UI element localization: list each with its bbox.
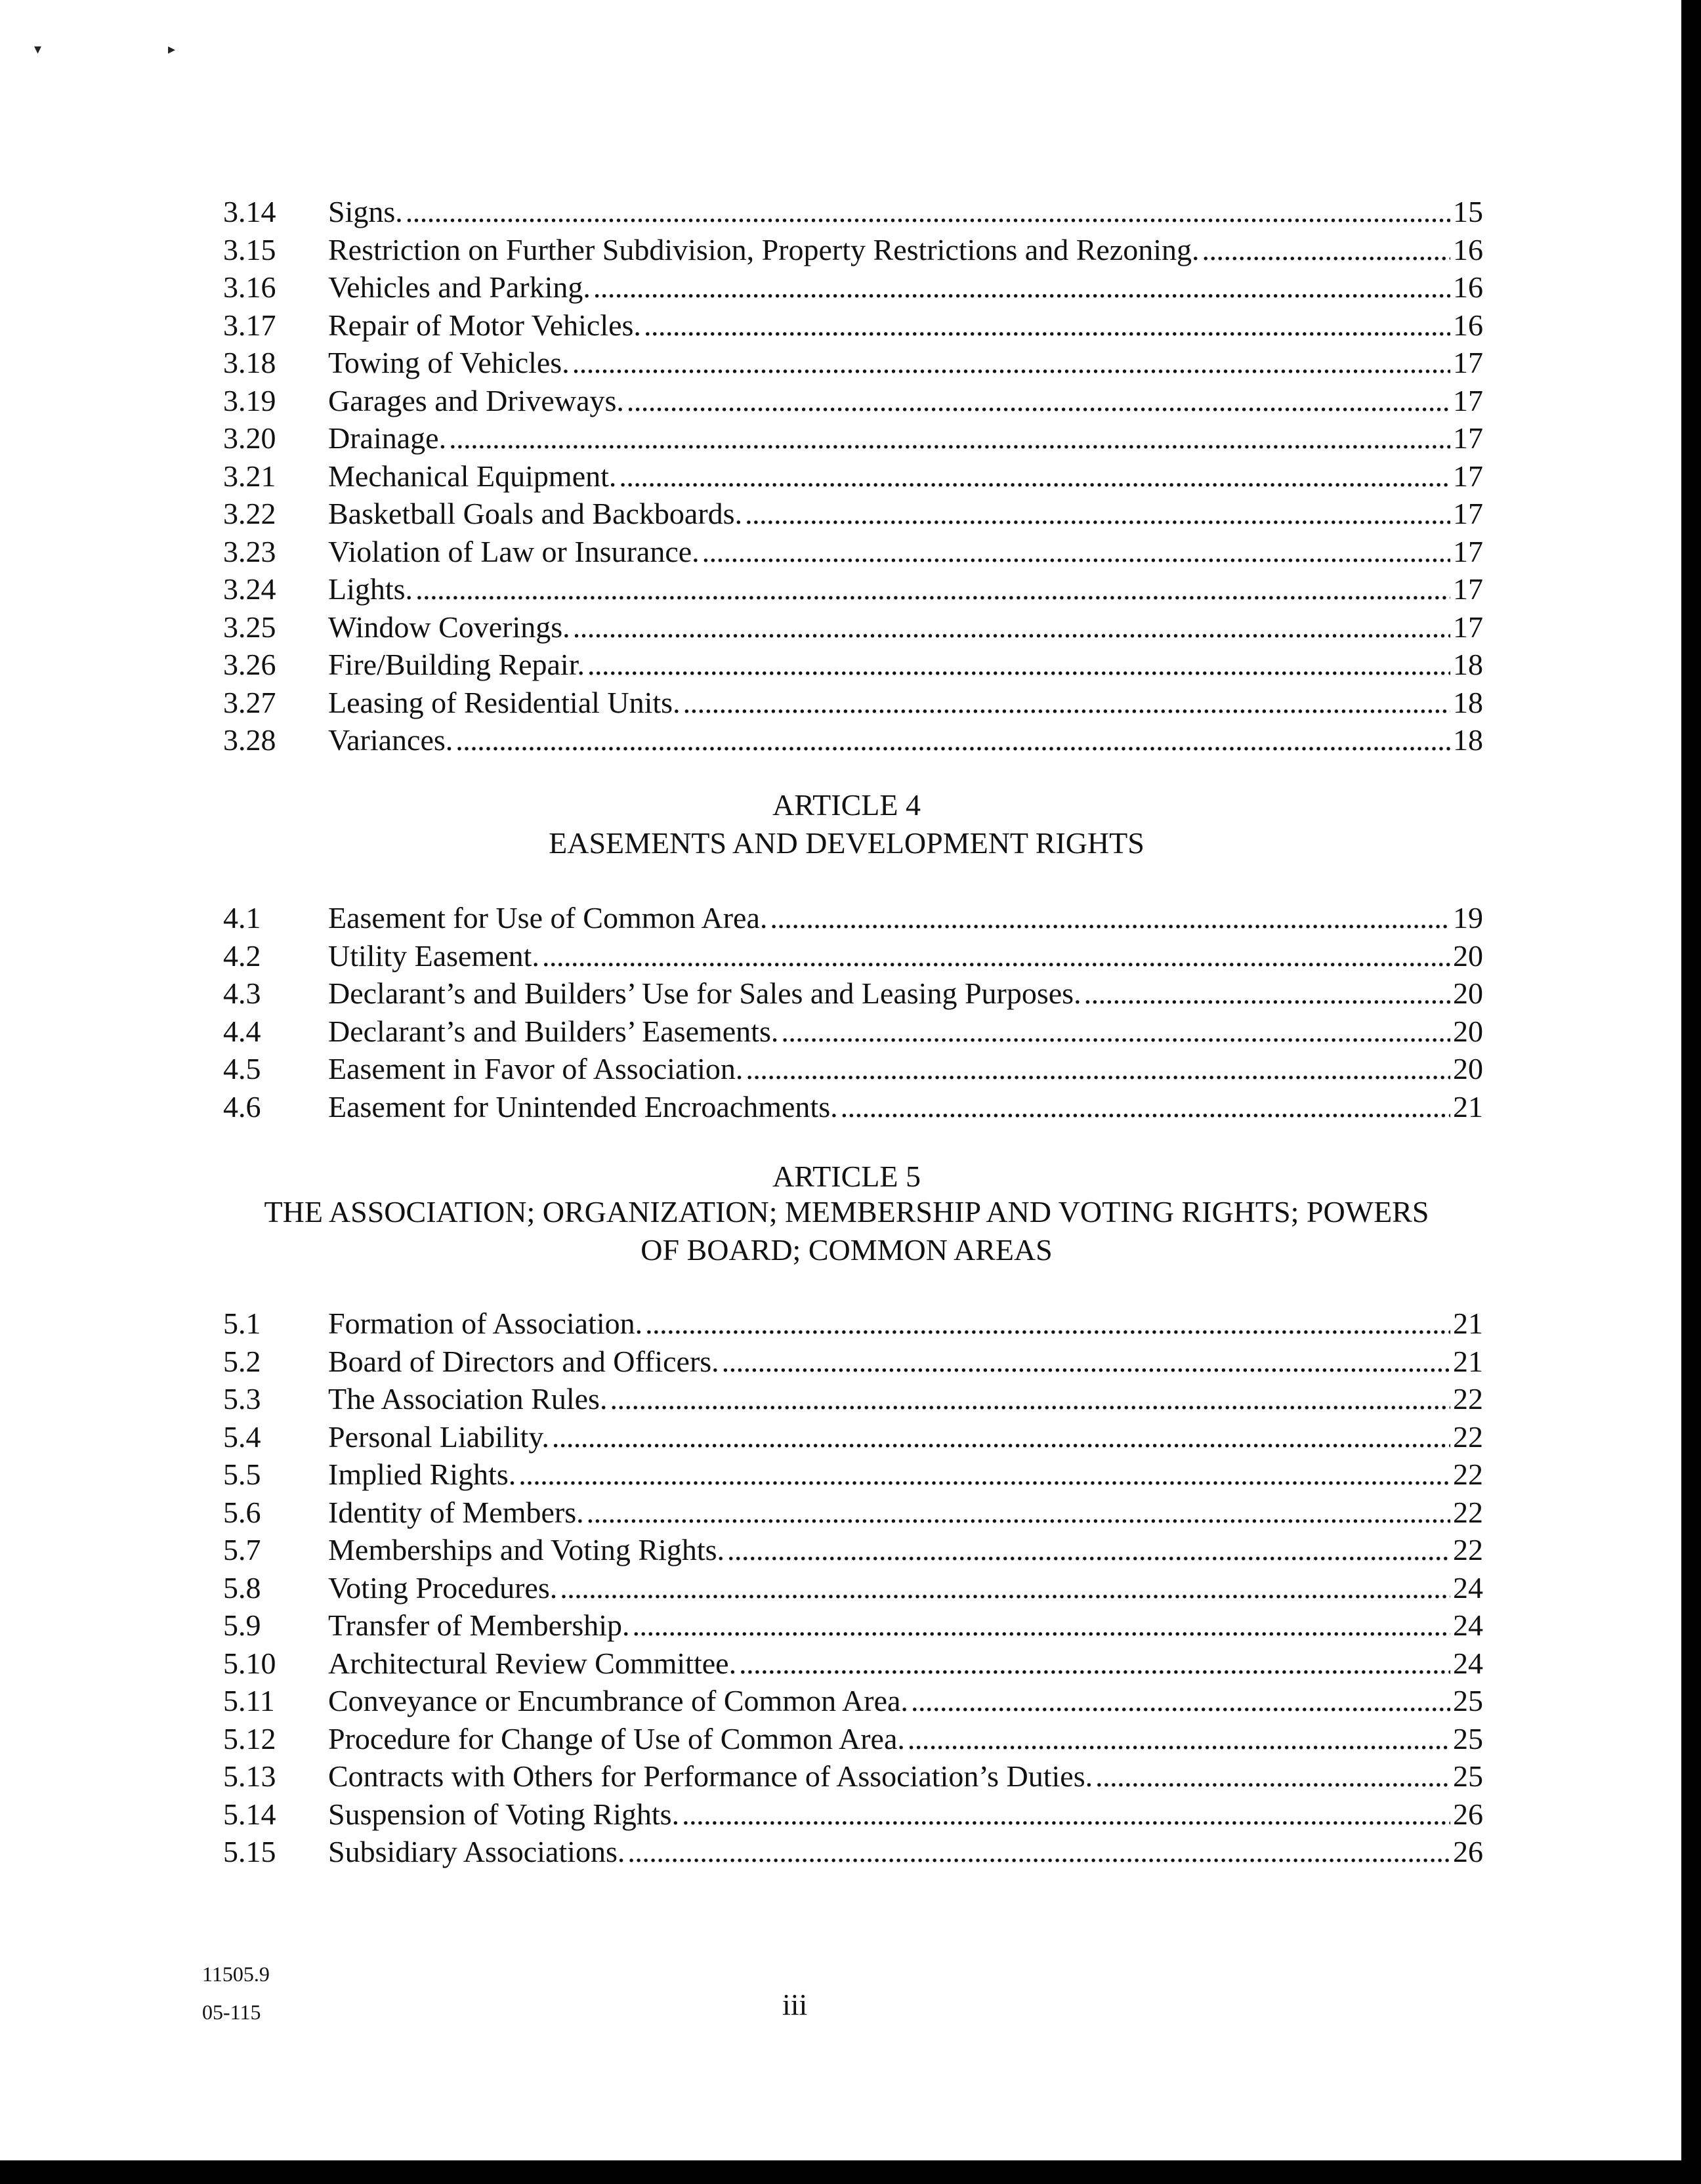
toc-section-number: 5.1 bbox=[223, 1307, 261, 1340]
toc-section-title: Suspension of Voting Rights. bbox=[328, 1797, 680, 1831]
toc-section-number: 3.17 bbox=[223, 308, 276, 342]
toc-entry bbox=[223, 608, 1483, 646]
toc-page-number: 17 bbox=[1453, 572, 1483, 606]
toc-section-title: Leasing of Residential Units. bbox=[328, 685, 681, 719]
toc-section-number: 5.4 bbox=[223, 1419, 261, 1454]
toc-entry bbox=[223, 721, 1483, 759]
toc-section-title: Vehicles and Parking. bbox=[328, 270, 591, 304]
toc-dot-leader bbox=[1202, 231, 1451, 269]
toc-section-number: 5.8 bbox=[223, 1570, 261, 1605]
toc-dot-leader bbox=[610, 1380, 1450, 1418]
toc-section-title: Conveyance or Encumbrance of Common Area. bbox=[328, 1684, 908, 1717]
toc-dot-leader bbox=[702, 533, 1450, 571]
toc-section-title: Variances. bbox=[328, 723, 453, 757]
toc-dot-leader bbox=[587, 646, 1450, 684]
toc-page-number: 25 bbox=[1453, 1759, 1483, 1793]
toc-dot-leader bbox=[627, 1833, 1450, 1871]
toc-section-title: Identity of Members. bbox=[328, 1495, 584, 1529]
toc-entry bbox=[223, 193, 1483, 231]
toc-page-number: 25 bbox=[1453, 1721, 1483, 1755]
toc-entry bbox=[223, 1796, 1483, 1834]
toc-section-number: 5.7 bbox=[223, 1533, 261, 1566]
toc-section-title: Drainage. bbox=[328, 421, 447, 455]
toc-section-title: Towing of Vehicles. bbox=[328, 346, 570, 379]
toc-section-title: Easement for Unintended Encroachments. bbox=[328, 1089, 838, 1124]
toc-section-number: 5.6 bbox=[223, 1495, 261, 1529]
toc-section-title: Easement in Favor of Association. bbox=[328, 1052, 744, 1085]
toc-page-number: 22 bbox=[1453, 1533, 1483, 1566]
toc-dot-leader bbox=[739, 1645, 1450, 1683]
toc-section-title: Easement for Use of Common Area. bbox=[328, 901, 768, 934]
toc-section-number: 4.4 bbox=[223, 1014, 261, 1048]
toc-section-number: 5.14 bbox=[223, 1797, 276, 1831]
toc-section-title: Mechanical Equipment. bbox=[328, 459, 617, 493]
toc-page-number: 17 bbox=[1453, 459, 1483, 493]
toc-entry bbox=[223, 1305, 1483, 1343]
toc-page-number: 20 bbox=[1453, 1052, 1483, 1085]
toc-dot-leader bbox=[1095, 1757, 1450, 1796]
toc-section-number: 3.27 bbox=[223, 685, 276, 719]
toc-page-number: 17 bbox=[1453, 383, 1483, 417]
toc-section-number: 3.22 bbox=[223, 497, 276, 530]
toc-section-number: 5.13 bbox=[223, 1759, 276, 1793]
toc-section-title: Procedure for Change of Use of Common Area. bbox=[328, 1721, 905, 1755]
toc-page-number: 22 bbox=[1453, 1458, 1483, 1491]
toc-section-title: Contracts with Others for Performance of Association’s Duties. bbox=[328, 1759, 1093, 1793]
toc-entry bbox=[223, 344, 1483, 382]
toc-page-number: 24 bbox=[1453, 1608, 1483, 1642]
toc-dot-leader bbox=[1084, 975, 1450, 1013]
toc-dot-leader bbox=[683, 684, 1450, 722]
toc-dot-leader bbox=[587, 1494, 1450, 1532]
toc-section-title: Personal Liability. bbox=[328, 1419, 549, 1454]
toc-entry bbox=[223, 1757, 1483, 1796]
toc-dot-leader bbox=[415, 570, 1450, 608]
toc-dot-leader bbox=[518, 1456, 1450, 1494]
toc-entry bbox=[223, 1682, 1483, 1720]
toc-page-number: 16 bbox=[1453, 308, 1483, 342]
toc-section-title: Voting Procedures. bbox=[328, 1570, 558, 1605]
toc-entry bbox=[223, 268, 1483, 306]
document-revision-code: 05-115 bbox=[202, 2000, 261, 2024]
toc-dot-leader bbox=[449, 419, 1450, 457]
toc-section-number: 4.5 bbox=[223, 1052, 261, 1085]
toc-section-title: Lights. bbox=[328, 572, 413, 606]
toc-page-number: 17 bbox=[1453, 534, 1483, 568]
scan-mark-icon: ▾ bbox=[34, 41, 42, 57]
toc-entry bbox=[223, 382, 1483, 420]
article-5-label: ARTICLE 5 bbox=[772, 1160, 921, 1193]
toc-dot-leader bbox=[560, 1569, 1450, 1607]
toc-entry bbox=[223, 975, 1483, 1013]
toc-entry bbox=[223, 1494, 1483, 1532]
toc-section-title: Violation of Law or Insurance. bbox=[328, 534, 700, 568]
toc-list-article-3 bbox=[223, 193, 1483, 759]
toc-entry bbox=[223, 533, 1483, 571]
scan-mark-icon: ▸ bbox=[168, 41, 176, 57]
toc-dot-leader bbox=[722, 1343, 1450, 1381]
document-code: 11505.9 bbox=[202, 1962, 270, 1986]
toc-dot-leader bbox=[645, 1305, 1450, 1343]
toc-page-number: 21 bbox=[1453, 1344, 1483, 1378]
toc-entry bbox=[223, 570, 1483, 608]
toc-entry bbox=[223, 231, 1483, 269]
toc-list-article-5 bbox=[223, 1305, 1483, 1871]
toc-section-number: 3.26 bbox=[223, 648, 276, 681]
toc-page-number: 20 bbox=[1453, 938, 1483, 973]
toc-section-number: 4.6 bbox=[223, 1089, 261, 1124]
toc-section-number: 3.23 bbox=[223, 534, 276, 568]
toc-entry bbox=[223, 1606, 1483, 1645]
toc-dot-leader bbox=[727, 1531, 1450, 1569]
toc-section-title: Window Coverings. bbox=[328, 610, 570, 644]
toc-entry bbox=[223, 1050, 1483, 1088]
toc-section-number: 5.2 bbox=[223, 1344, 261, 1378]
toc-list-article-4 bbox=[223, 899, 1483, 1125]
toc-page-number: 22 bbox=[1453, 1382, 1483, 1416]
toc-page-number: 21 bbox=[1453, 1307, 1483, 1340]
toc-dot-leader bbox=[542, 937, 1450, 975]
article-4-label: ARTICLE 4 bbox=[772, 788, 921, 822]
toc-page-number: 22 bbox=[1453, 1495, 1483, 1529]
toc-dot-leader bbox=[627, 382, 1450, 420]
toc-entry bbox=[223, 457, 1483, 495]
toc-section-title: Transfer of Membership. bbox=[328, 1608, 630, 1642]
toc-entry bbox=[223, 1343, 1483, 1381]
toc-entry bbox=[223, 646, 1483, 684]
toc-section-number: 3.25 bbox=[223, 610, 276, 644]
toc-dot-leader bbox=[406, 193, 1450, 231]
toc-page-number: 18 bbox=[1453, 648, 1483, 681]
toc-entry bbox=[223, 1418, 1483, 1456]
toc-section-number: 3.16 bbox=[223, 270, 276, 304]
toc-entry bbox=[223, 937, 1483, 975]
toc-entry bbox=[223, 495, 1483, 533]
toc-section-number: 3.15 bbox=[223, 232, 276, 266]
toc-section-number: 4.1 bbox=[223, 901, 261, 934]
toc-section-title: Architectural Review Committee. bbox=[328, 1646, 737, 1680]
toc-section-number: 5.12 bbox=[223, 1721, 276, 1755]
toc-section-title: Signs. bbox=[328, 195, 403, 228]
toc-section-title: The Association Rules. bbox=[328, 1382, 608, 1416]
toc-page-number: 15 bbox=[1453, 195, 1483, 228]
toc-section-title: Garages and Driveways. bbox=[328, 383, 624, 417]
article-4-title: EASEMENTS AND DEVELOPMENT RIGHTS bbox=[549, 826, 1144, 860]
scan-border-right bbox=[1681, 0, 1701, 2184]
toc-dot-leader bbox=[572, 344, 1450, 382]
toc-entry bbox=[223, 1645, 1483, 1683]
toc-entry bbox=[223, 419, 1483, 457]
toc-dot-leader bbox=[911, 1682, 1450, 1720]
toc-entry bbox=[223, 1531, 1483, 1569]
toc-entry bbox=[223, 684, 1483, 722]
toc-dot-leader bbox=[593, 268, 1450, 306]
toc-section-number: 4.3 bbox=[223, 976, 261, 1010]
toc-section-title: Formation of Association. bbox=[328, 1307, 643, 1340]
toc-section-number: 3.19 bbox=[223, 383, 276, 417]
toc-dot-leader bbox=[745, 495, 1450, 533]
toc-dot-leader bbox=[633, 1606, 1450, 1645]
toc-entry bbox=[223, 1720, 1483, 1758]
toc-dot-leader bbox=[746, 1050, 1450, 1088]
toc-section-number: 3.28 bbox=[223, 723, 276, 757]
toc-section-title: Restriction on Further Subdivision, Property Restrictions and Rezoning. bbox=[328, 232, 1200, 266]
toc-section-title: Basketball Goals and Backboards. bbox=[328, 497, 743, 530]
article-5-title-line-2: OF BOARD; COMMON AREAS bbox=[640, 1233, 1053, 1267]
toc-page-number: 24 bbox=[1453, 1646, 1483, 1680]
toc-dot-leader bbox=[908, 1720, 1450, 1758]
toc-section-title: Implied Rights. bbox=[328, 1458, 516, 1491]
toc-section-title: Subsidiary Associations. bbox=[328, 1835, 625, 1868]
toc-section-number: 5.3 bbox=[223, 1382, 261, 1416]
toc-section-title: Memberships and Voting Rights. bbox=[328, 1533, 724, 1566]
toc-page-number: 17 bbox=[1453, 421, 1483, 455]
toc-section-number: 5.5 bbox=[223, 1458, 261, 1491]
toc-page-number: 16 bbox=[1453, 270, 1483, 304]
toc-page-number: 26 bbox=[1453, 1835, 1483, 1868]
toc-page-number: 17 bbox=[1453, 610, 1483, 644]
toc-page-number: 18 bbox=[1453, 723, 1483, 757]
toc-dot-leader bbox=[644, 306, 1450, 345]
toc-section-number: 3.24 bbox=[223, 572, 276, 606]
toc-entry bbox=[223, 1456, 1483, 1494]
toc-section-title: Utility Easement. bbox=[328, 938, 539, 973]
toc-section-title: Board of Directors and Officers. bbox=[328, 1344, 719, 1378]
toc-page-number: 22 bbox=[1453, 1419, 1483, 1454]
toc-dot-leader bbox=[573, 608, 1450, 646]
toc-dot-leader bbox=[619, 457, 1450, 495]
toc-entry bbox=[223, 899, 1483, 937]
toc-page-number: 16 bbox=[1453, 232, 1483, 266]
toc-dot-leader bbox=[841, 1088, 1450, 1126]
toc-section-number: 3.20 bbox=[223, 421, 276, 455]
toc-dot-leader bbox=[781, 1013, 1450, 1051]
toc-page-number: 24 bbox=[1453, 1570, 1483, 1605]
toc-page-number: 20 bbox=[1453, 1014, 1483, 1048]
toc-entry bbox=[223, 1833, 1483, 1871]
toc-page-number: 21 bbox=[1453, 1089, 1483, 1124]
page-number: iii bbox=[782, 1988, 808, 2021]
toc-section-number: 5.15 bbox=[223, 1835, 276, 1868]
toc-section-title: Repair of Motor Vehicles. bbox=[328, 308, 641, 342]
toc-section-number: 3.21 bbox=[223, 459, 276, 493]
toc-section-title: Declarant’s and Builders’ Use for Sales and Leasing Purposes. bbox=[328, 976, 1082, 1010]
toc-page-number: 20 bbox=[1453, 976, 1483, 1010]
article-5-title-line-1: THE ASSOCIATION; ORGANIZATION; MEMBERSHIP AND VOTING RIGHTS; POWERS bbox=[264, 1195, 1429, 1228]
toc-entry bbox=[223, 1380, 1483, 1418]
toc-section-number: 5.10 bbox=[223, 1646, 276, 1680]
toc-dot-leader bbox=[552, 1418, 1450, 1456]
toc-section-number: 4.2 bbox=[223, 938, 261, 973]
toc-entry bbox=[223, 1088, 1483, 1126]
toc-section-title: Declarant’s and Builders’ Easements. bbox=[328, 1014, 779, 1048]
toc-entry bbox=[223, 1569, 1483, 1607]
toc-section-number: 5.11 bbox=[223, 1684, 275, 1717]
toc-page-number: 17 bbox=[1453, 497, 1483, 530]
scan-border-bottom bbox=[0, 2160, 1701, 2184]
toc-entry bbox=[223, 306, 1483, 345]
toc-dot-leader bbox=[682, 1796, 1450, 1834]
toc-page-number: 17 bbox=[1453, 346, 1483, 379]
toc-section-number: 5.9 bbox=[223, 1608, 261, 1642]
toc-page-number: 26 bbox=[1453, 1797, 1483, 1831]
toc-entry bbox=[223, 1013, 1483, 1051]
toc-section-number: 3.14 bbox=[223, 195, 276, 228]
toc-dot-leader bbox=[770, 899, 1450, 937]
toc-section-title: Fire/Building Repair. bbox=[328, 648, 585, 681]
toc-page-number: 19 bbox=[1453, 901, 1483, 934]
toc-section-number: 3.18 bbox=[223, 346, 276, 379]
toc-page-number: 18 bbox=[1453, 685, 1483, 719]
toc-dot-leader bbox=[455, 721, 1450, 759]
toc-page-number: 25 bbox=[1453, 1684, 1483, 1717]
